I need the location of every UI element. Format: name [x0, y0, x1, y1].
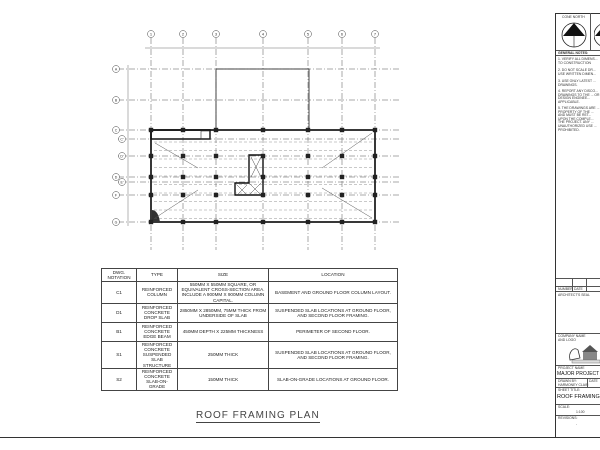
- cell-size: 450MM DEPTH X 225MM THICKNESS: [178, 322, 269, 341]
- column-c1: [181, 128, 185, 132]
- table-row: [102, 341, 398, 368]
- column-c1: [261, 193, 265, 197]
- column-c1: [149, 193, 153, 197]
- revisions-label: REVISIONS:: [558, 416, 578, 420]
- cell-location: SUSPENDED SLAB LOCATIONS AT GROUND FLOOR, AND SECOND FLOOR FRAMING.: [269, 341, 398, 368]
- column-c1: [149, 128, 153, 132]
- column-c1: [261, 154, 265, 158]
- grid-label: 3: [214, 31, 218, 37]
- grid-label: 5: [306, 31, 310, 37]
- column-c1: [373, 175, 377, 179]
- frame-bottom-line: [0, 437, 600, 438]
- column-c1: [214, 220, 218, 224]
- project-name: MAJOR PROJECT: [557, 371, 600, 377]
- cell-type: REINFORCED CONCRETE DROP SLAB: [137, 303, 178, 322]
- number-label: NUMBER: [558, 287, 573, 291]
- project-name-label: PROJECT NAME: [558, 366, 585, 370]
- column-c1: [306, 175, 310, 179]
- opening-box: [201, 131, 210, 139]
- cell-notation: D1: [102, 303, 137, 322]
- company-logo-label: AND LOGO: [558, 338, 576, 342]
- column-c1: [181, 154, 185, 158]
- grid-label: G: [114, 220, 118, 225]
- column-c1: [181, 193, 185, 197]
- column-c1: [340, 193, 344, 197]
- sheet-title-label: SHEET TITLE:: [558, 388, 581, 392]
- cell-size: 250MM THICK: [178, 341, 269, 368]
- column-c1: [214, 193, 218, 197]
- cell-size: 150MM THICK: [178, 368, 269, 390]
- architects-seal-label: ARCHITECT'S SEAL: [558, 293, 590, 297]
- header-notation: DWG. NOTATION: [102, 269, 137, 282]
- column-c1: [340, 128, 344, 132]
- drawn-by: HARMONEY CLAIR: [558, 383, 589, 387]
- column-c1: [306, 154, 310, 158]
- header-location: LOCATION: [269, 269, 398, 282]
- north-divider: [590, 13, 591, 50]
- company-name-label: COMPANY NAME: [558, 334, 586, 338]
- note-1: 1. VERIFY ALL DIMENS... TO CONSTRUCTION: [558, 57, 598, 65]
- cell-size: 550MM X 550MM SQUARE, OR EQUIVALENT CROSS-SECTION AREA. INCLUDE A 900MM X 900MM COLUMN CAPITAL.: [178, 282, 269, 304]
- column-c1: [306, 220, 310, 224]
- note-5: 5. THE DRAWINGS ARE ... PROPERTY OF THE ... AND MUST BE RET... UPON THE COMPLE... THE PROJECT. ANY ... UNAUTHORIZED USE ... PROHIBITED.: [558, 106, 600, 132]
- column-c1: [306, 193, 310, 197]
- grid-label: 2: [181, 31, 185, 37]
- grid-label: E': [120, 180, 124, 185]
- company-logo-icon: [566, 342, 600, 364]
- north-arrow-icon: [560, 21, 588, 49]
- header-type: TYPE: [137, 269, 178, 282]
- column-c1: [181, 175, 185, 179]
- column-c1: [261, 175, 265, 179]
- grid-label: D: [114, 175, 118, 180]
- date-label: DATE: [574, 287, 583, 291]
- cell-type: REINFORCED CONCRETE EDGE BEAM: [137, 322, 178, 341]
- column-c1: [149, 220, 153, 224]
- structural-schedule-table: [101, 268, 398, 391]
- sheet-title-value: ROOF FRAMING: [557, 394, 600, 400]
- grid-label: C': [120, 137, 124, 142]
- column-c1: [261, 220, 265, 224]
- drawn-by-label: DRAWN BY:: [558, 379, 577, 383]
- grid-label: D': [120, 154, 124, 159]
- grid-label: 6: [340, 31, 344, 37]
- note-4: 4. REPORT ANY DISCO... DRAWINGS TO THE ... OR DESIGN ENGINEE... APPLICABLE.: [558, 89, 600, 104]
- cell-location: SLAB-ON-GRADE LOCATIONS AT GROUND FLOOR.: [269, 368, 398, 390]
- cell-type: REINFORCED COLUMN: [137, 282, 178, 304]
- column-c1: [373, 220, 377, 224]
- column-c1: [214, 154, 218, 158]
- sheet-title: ROOF FRAMING PLAN: [196, 410, 320, 421]
- grid-label: 1: [149, 31, 153, 37]
- column-c1: [373, 193, 377, 197]
- cell-type: REINFORCED CONCRETE SLAB-ON-GRADE: [137, 368, 178, 390]
- cell-location: BASEMENT AND GROUND FLOOR COLUMN LAYOUT.: [269, 282, 398, 304]
- column-c1: [149, 154, 153, 158]
- column-c1: [373, 154, 377, 158]
- title-block: [555, 13, 600, 437]
- table-row: [102, 282, 398, 304]
- grid-label: F: [114, 193, 118, 198]
- column-c1: [340, 175, 344, 179]
- cell-notation: B1: [102, 322, 137, 341]
- general-notes-label: GENERAL NOTES:: [558, 51, 589, 55]
- revisions-value: -: [576, 422, 578, 426]
- column-c1: [340, 220, 344, 224]
- cell-notation: C1: [102, 282, 137, 304]
- cell-notation: S1: [102, 341, 137, 368]
- column-c1: [373, 128, 377, 132]
- note-2: 2. DO NOT SCALE DR... USE WRITTEN DIMEN...: [558, 68, 597, 76]
- scale-value: 1:100: [576, 410, 585, 414]
- table-row: [102, 303, 398, 322]
- column-c1: [214, 175, 218, 179]
- cell-location: SUSPENDED SLAB LOCATIONS AT GROUND FLOOR, AND SECOND FLOOR FRAMING.: [269, 303, 398, 322]
- cell-size: 2850MM X 2850MM, 75MM THICK FROM UNDERSIDE OF SLAB: [178, 303, 269, 322]
- grid-label: A: [114, 67, 118, 72]
- table-row: [102, 322, 398, 341]
- upper-volume-outline: [216, 69, 309, 130]
- scale-label: SCALE:: [558, 405, 571, 409]
- table-row: [102, 368, 398, 390]
- grid-label: C: [114, 128, 118, 133]
- column-c1: [261, 128, 265, 132]
- grid-label: 4: [261, 31, 265, 37]
- column-c1: [306, 128, 310, 132]
- grid-label: B: [114, 98, 118, 103]
- column-c1: [214, 128, 218, 132]
- cell-notation: S2: [102, 368, 137, 390]
- column-c1: [181, 220, 185, 224]
- north-arrow-icon: [594, 21, 600, 49]
- header-size: SIZE: [178, 269, 269, 282]
- column-c1: [149, 175, 153, 179]
- column-c1: [340, 154, 344, 158]
- note-3: 3. USE ONLY LATEST ... DRAWINGS.: [558, 79, 596, 87]
- cell-type: REINFORCED CONCRETE SUSPENDED SLAB STRUCTURE: [137, 341, 178, 368]
- grid-label: 7: [373, 31, 377, 37]
- cell-location: PERIMETER OF SECOND FLOOR.: [269, 322, 398, 341]
- date-short-label: DATE: [589, 379, 598, 383]
- north-label: CONE NORTH: [562, 15, 585, 19]
